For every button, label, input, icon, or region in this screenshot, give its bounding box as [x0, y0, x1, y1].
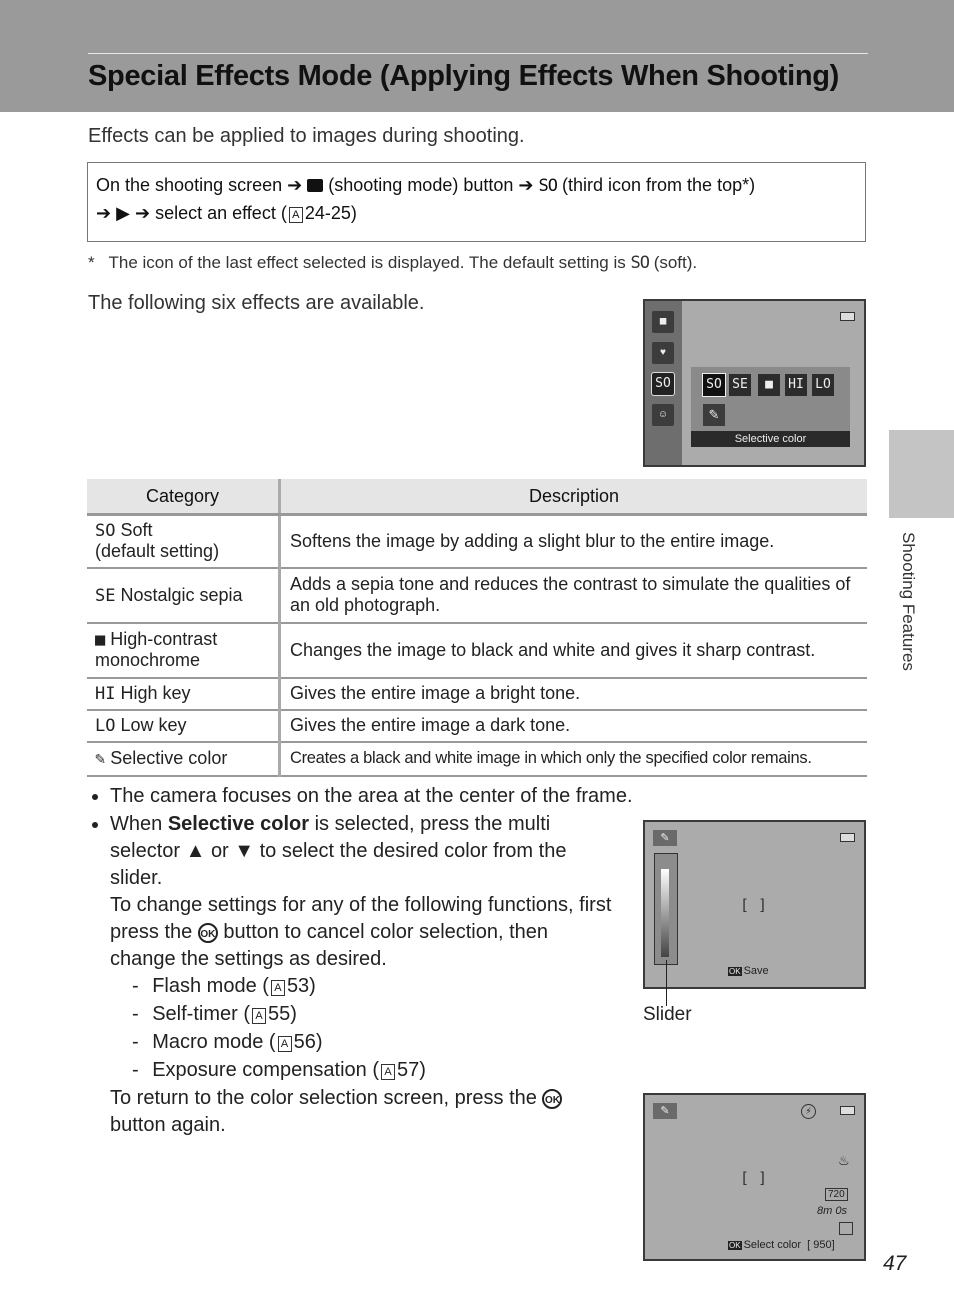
- pipette-icon: ✎: [95, 749, 106, 769]
- monochrome-effect-icon: ■: [95, 630, 106, 650]
- category-cell: [87, 710, 280, 742]
- reference-book-icon: A: [252, 1008, 266, 1024]
- arrow-right-icon: ➔: [287, 175, 303, 195]
- list-item: [132, 973, 618, 1000]
- page-number: 47: [883, 1252, 907, 1275]
- table-row: [87, 568, 867, 623]
- category-cell: [87, 568, 280, 623]
- soft-effect-icon: SO: [538, 176, 557, 196]
- ok-button-icon: OK: [542, 1089, 562, 1109]
- nav-page-ref: 24-25): [304, 203, 357, 223]
- category-name: Selective color: [110, 748, 228, 768]
- section-side-label: Shooting Features: [899, 532, 918, 671]
- description-cell: Adds a sepia tone and reduces the contrast to simulate the qualities of an old photograph.: [280, 568, 868, 623]
- save-hint: [728, 965, 769, 977]
- category-cell: [87, 623, 280, 678]
- table-row: [87, 710, 867, 742]
- focus-bracket: [ ]: [740, 1169, 768, 1187]
- category-note: (default setting): [95, 541, 220, 562]
- low-key-effect-icon: LO: [95, 716, 116, 736]
- column-header-description: Description: [280, 479, 868, 515]
- effect-soft-option[interactable]: SO: [703, 374, 725, 396]
- reference-book-icon: A: [289, 207, 303, 223]
- soft-effect-icon: SO: [630, 253, 649, 273]
- note-text: To return to the color selection screen, press the: [110, 1087, 537, 1109]
- soft-effect-icon: SO: [95, 521, 116, 542]
- save-label: Save: [743, 965, 769, 977]
- effect-sepia-option[interactable]: SE: [729, 374, 751, 396]
- category-name: Soft: [120, 520, 153, 541]
- callout-line: [666, 960, 667, 1006]
- movie-time-remaining: 8m 0s: [817, 1205, 847, 1217]
- page-ref: 56): [293, 1031, 323, 1053]
- pipette-icon: ✎: [653, 830, 677, 846]
- flash-off-icon: ⚡: [801, 1104, 816, 1119]
- camera-mode-icon: ◼: [652, 311, 674, 333]
- effect-high-key-option[interactable]: HI: [785, 374, 807, 396]
- image-mode-icon: [839, 1222, 853, 1235]
- reference-book-icon: A: [381, 1064, 395, 1080]
- note-text: button to cancel color selection, then change the settings as desired.: [110, 921, 549, 970]
- description-cell: Changes the image to black and white and gives it sharp contrast.: [280, 623, 868, 678]
- pipette-icon: ✎: [653, 1103, 677, 1119]
- nav-step-shooting-mode: (shooting mode) button: [328, 175, 514, 195]
- header-rule: [88, 53, 868, 54]
- ok-chip: OK: [729, 1241, 741, 1250]
- category-cell: [87, 515, 280, 568]
- list-item: [132, 1001, 618, 1028]
- list-item: [132, 1057, 618, 1084]
- footnote-marker: *: [88, 253, 95, 272]
- focus-bracket: [ ]: [740, 896, 768, 914]
- battery-icon: [840, 833, 855, 842]
- category-name: Low key: [120, 715, 187, 735]
- select-color-hint: [728, 1239, 835, 1251]
- function-label: Flash mode (: [152, 975, 269, 997]
- note-text: To change settings for any of the following functions, first press the: [110, 894, 612, 943]
- table-row: [87, 623, 867, 678]
- category-name: Nostalgic sepia: [120, 584, 243, 605]
- description-cell: Gives the entire image a bright tone.: [280, 678, 868, 710]
- reference-book-icon: A: [278, 1036, 292, 1052]
- nav-step-select-effect: select an effect (: [155, 203, 287, 223]
- mode-sidebar: [645, 301, 682, 465]
- nav-line-2: [96, 203, 357, 224]
- camera-screen-slider: [643, 820, 866, 989]
- footnote: [88, 253, 697, 273]
- effect-low-key-option[interactable]: LO: [812, 374, 834, 396]
- arrow-right-icon: ➔: [134, 203, 151, 223]
- page-title: Special Effects Mode (Applying Effects When Shooting): [88, 60, 840, 92]
- select-color-label: Select color: [743, 1239, 802, 1251]
- effect-panel-label: Selective color: [691, 431, 850, 447]
- arrow-right-icon: ➔: [518, 175, 534, 195]
- function-list: [110, 973, 618, 1084]
- description-cell: Gives the entire image a dark tone.: [280, 710, 868, 742]
- play-arrow-icon: ▶: [116, 203, 130, 223]
- effect-monochrome-option[interactable]: ■: [758, 374, 780, 396]
- reference-book-icon: A: [271, 980, 285, 996]
- header-band: [0, 0, 954, 112]
- description-cell: Softens the image by adding a slight blur to the entire image.: [280, 515, 868, 568]
- note-text: button again.: [110, 1114, 226, 1136]
- category-cell: [87, 678, 280, 710]
- table-row: [87, 515, 867, 568]
- smart-portrait-icon: ☺: [652, 404, 674, 426]
- category-note: monochrome: [95, 650, 201, 670]
- arrow-right-icon: ➔: [96, 203, 112, 223]
- camera-screen-select-color: [643, 1093, 866, 1261]
- slider-track: [661, 869, 669, 957]
- list-item: [132, 1029, 618, 1056]
- note-text: When: [110, 813, 163, 835]
- special-effects-mode-icon: SO: [652, 373, 674, 395]
- category-cell: [87, 742, 280, 776]
- camera-screen-effect-menu: [643, 299, 866, 467]
- note-item: [110, 811, 618, 1139]
- nav-step-shooting-screen: On the shooting screen: [96, 175, 283, 195]
- lead-text: The following six effects are available.: [88, 292, 425, 314]
- note-emphasis: Selective color: [167, 813, 309, 835]
- scene-mode-icon: ♥: [652, 342, 674, 364]
- column-header-category: Category: [87, 479, 280, 515]
- page-ref: 57): [397, 1059, 426, 1081]
- footnote-text-end: (soft).: [653, 253, 698, 272]
- vibration-reduction-icon: ♨: [838, 1153, 850, 1168]
- category-name: High-contrast: [110, 629, 218, 649]
- battery-icon: [840, 1106, 855, 1115]
- table-header-row: [87, 479, 867, 515]
- section-side-tab: [889, 430, 954, 518]
- slider-caption: Slider: [643, 1004, 692, 1025]
- function-label: Macro mode (: [152, 1031, 276, 1053]
- nav-line-1: [96, 175, 755, 196]
- sepia-effect-icon: SE: [95, 585, 116, 606]
- color-slider[interactable]: [654, 853, 678, 965]
- function-label: Self-timer (: [152, 1003, 251, 1025]
- page-ref: 53): [286, 975, 316, 997]
- video-mode-icon: 720: [825, 1188, 848, 1201]
- high-key-effect-icon: HI: [95, 684, 116, 704]
- note-text: is selected, press the multi selector ▲ or ▼ to select the desired color from the slider.: [110, 813, 567, 889]
- navigation-box: [87, 162, 866, 242]
- function-label: Exposure compensation (: [152, 1059, 380, 1081]
- ok-chip: OK: [729, 967, 741, 976]
- effect-selection-panel: [691, 367, 850, 447]
- nav-step-third-icon: (third icon from the top*): [562, 175, 756, 195]
- table-row: [87, 678, 867, 710]
- description-cell: Creates a black and white image in which only the specified color remains.: [280, 742, 868, 776]
- category-name: High key: [120, 683, 191, 703]
- note-item: • The camera focuses on the area at the center of the frame.: [110, 783, 730, 810]
- ok-button-icon: OK: [198, 923, 218, 943]
- notes-list: [88, 783, 633, 1140]
- exposures-remaining: [ 950]: [807, 1239, 835, 1251]
- table-row: [87, 742, 867, 776]
- selective-color-option[interactable]: ✎: [703, 404, 725, 426]
- battery-icon: [840, 312, 855, 321]
- page-ref: 55): [268, 1003, 297, 1025]
- effects-table: [87, 479, 867, 777]
- intro-text: Effects can be applied to images during shooting.: [88, 125, 525, 147]
- camera-icon: [307, 179, 323, 192]
- footnote-text: The icon of the last effect selected is displayed. The default setting is: [108, 253, 626, 272]
